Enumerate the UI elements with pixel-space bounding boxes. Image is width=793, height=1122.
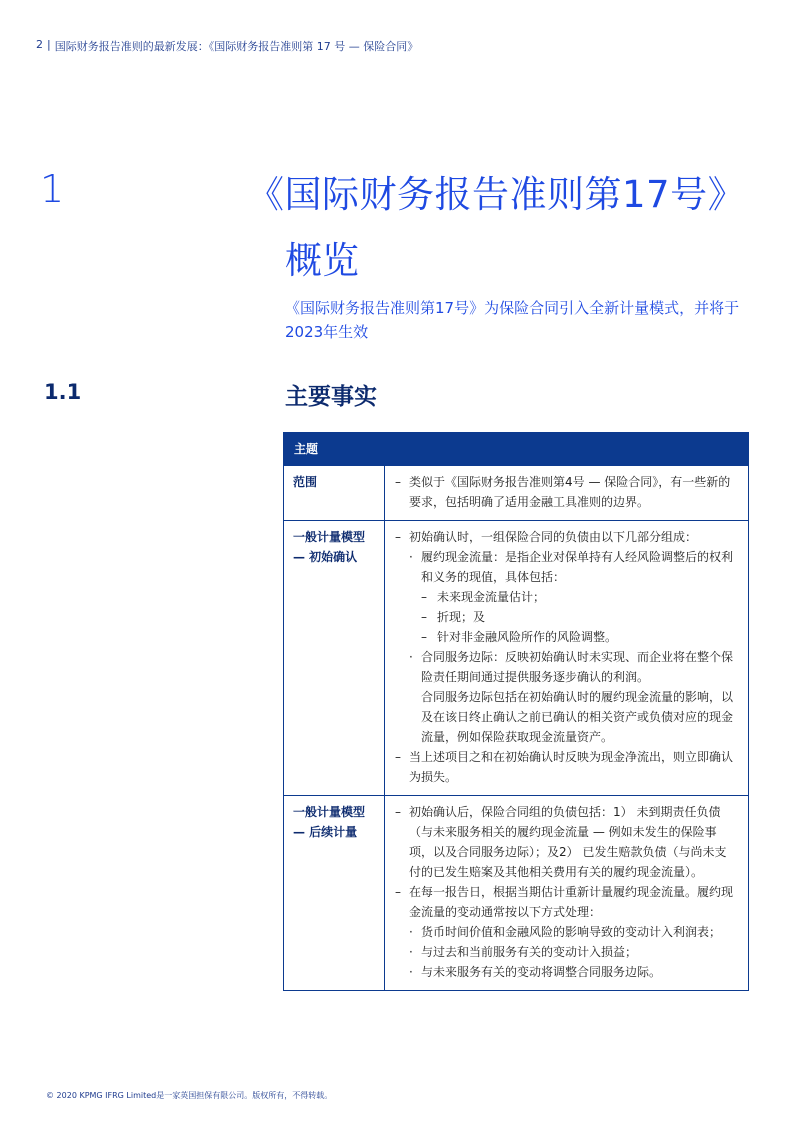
section-number: 1.1 <box>44 380 82 404</box>
row-topic-label <box>284 796 385 990</box>
topic-label-line: 范围 <box>293 475 318 489</box>
bullet-item <box>395 747 738 787</box>
bullet-marker: · <box>409 945 413 959</box>
bullet-text: 合同服务边际：反映初始确认时未实现、而企业将在整个保险责任期间通过提供服务逐步确认的利润。 <box>421 650 734 684</box>
bullet-text: 与未来服务有关的变动将调整合同服务边际。 <box>421 965 662 979</box>
header-title: 国际财务报告准则的最新发展：《国际财务报告准则第 17 号 — 保险合同》 <box>54 40 419 53</box>
bullet-item <box>395 922 738 942</box>
bullet-item <box>395 882 738 922</box>
topic-label-line: — 初始确认 <box>293 550 358 564</box>
bullet-text: 履约现金流量：是指企业对保单持有人经风险调整后的权利和义务的现值，具体包括： <box>421 550 734 584</box>
table-row <box>284 465 748 520</box>
bullet-item <box>395 942 738 962</box>
bullet-text: 未来现金流量估计； <box>437 590 546 604</box>
bullet-marker: · <box>409 550 413 564</box>
bullet-item <box>395 962 738 982</box>
bullet-text: 与过去和当前服务有关的变动计入损益； <box>421 945 638 959</box>
page-number: 2 <box>36 38 43 51</box>
table-header: 主题 <box>284 433 748 465</box>
table-row <box>284 795 748 990</box>
bullet-text: 初始确认后，保险合同组的负债包括：1） 未到期责任负债（与未来服务相关的履约现金流量 — 例如未发生的保险事项，以及合同服务边际）；及2） 已发生赔款负债（与尚未支付的已发生赔案及其他相关费用有关的履约现金流量）。 <box>409 805 727 879</box>
bullet-text: 当上述项目之和在初始确认时反映为现金净流出，则立即确认为损失。 <box>409 750 734 784</box>
row-content <box>385 521 748 795</box>
chapter-subtitle: 概览 <box>285 239 359 282</box>
bullet-marker: · <box>409 925 413 939</box>
table-row <box>284 520 748 795</box>
bullet-item <box>395 802 738 882</box>
bullet-marker: – <box>395 475 401 489</box>
topic-label-line: 一般计量模型 <box>293 530 366 544</box>
bullet-marker: – <box>421 610 427 624</box>
bullet-text: 初始确认时，一组保险合同的负债由以下几部分组成： <box>409 530 698 544</box>
bullet-item <box>395 472 738 512</box>
bullet-text: 合同服务边际包括在初始确认时的履约现金流量的影响，以及在该日终止确认之前已确认的相关资产或负债对应的现金流量，例如保险获取现金流量资产。 <box>421 690 734 744</box>
section-title: 主要事实 <box>285 384 377 410</box>
content-paragraph <box>395 687 738 747</box>
bullet-marker: – <box>395 805 401 819</box>
bullet-item <box>395 527 738 547</box>
bullet-marker: · <box>409 650 413 664</box>
bullet-item <box>395 647 738 687</box>
bullet-item <box>395 607 738 627</box>
table-body <box>284 465 748 990</box>
topic-label-line: — 后续计量 <box>293 825 358 839</box>
chapter-intro: 《国际财务报告准则第17号》为保险合同引入全新计量模式，并将于2023年生效 <box>285 299 740 341</box>
bullet-marker: – <box>421 590 427 604</box>
bullet-marker: – <box>395 750 401 764</box>
header-separator: | <box>47 38 51 51</box>
row-topic-label <box>284 466 385 520</box>
row-content <box>385 796 748 990</box>
bullet-text: 在每一报告日，根据当期估计重新计量履约现金流量。履约现金流量的变动通常按以下方式处理： <box>409 885 734 919</box>
bullet-marker: · <box>409 965 413 979</box>
bullet-marker: – <box>421 630 427 644</box>
key-facts-table <box>283 432 749 991</box>
bullet-text: 折现；及 <box>437 610 486 624</box>
bullet-marker: – <box>395 530 401 544</box>
topic-label-line: 一般计量模型 <box>293 805 366 819</box>
bullet-marker: – <box>395 885 401 899</box>
copyright-footer: © 2020 KPMG IFRG Limited是一家英国担保有限公司。版权所有，不得转载。 <box>46 1091 333 1100</box>
bullet-text: 类似于《国际财务报告准则第4号 — 保险合同》，有一些新的要求，包括明确了适用金融工具准则的边界。 <box>409 475 731 509</box>
running-header <box>36 38 418 54</box>
bullet-item <box>395 547 738 587</box>
bullet-item <box>395 587 738 607</box>
bullet-text: 货币时间价值和金融风险的影响导致的变动计入利润表； <box>421 925 722 939</box>
chapter-title: 《国际财务报告准则第17号》 <box>247 173 746 216</box>
row-topic-label <box>284 521 385 795</box>
row-content <box>385 466 748 520</box>
chapter-number: 1 <box>40 167 65 211</box>
bullet-text: 针对非金融风险所作的风险调整。 <box>437 630 618 644</box>
bullet-item <box>395 627 738 647</box>
